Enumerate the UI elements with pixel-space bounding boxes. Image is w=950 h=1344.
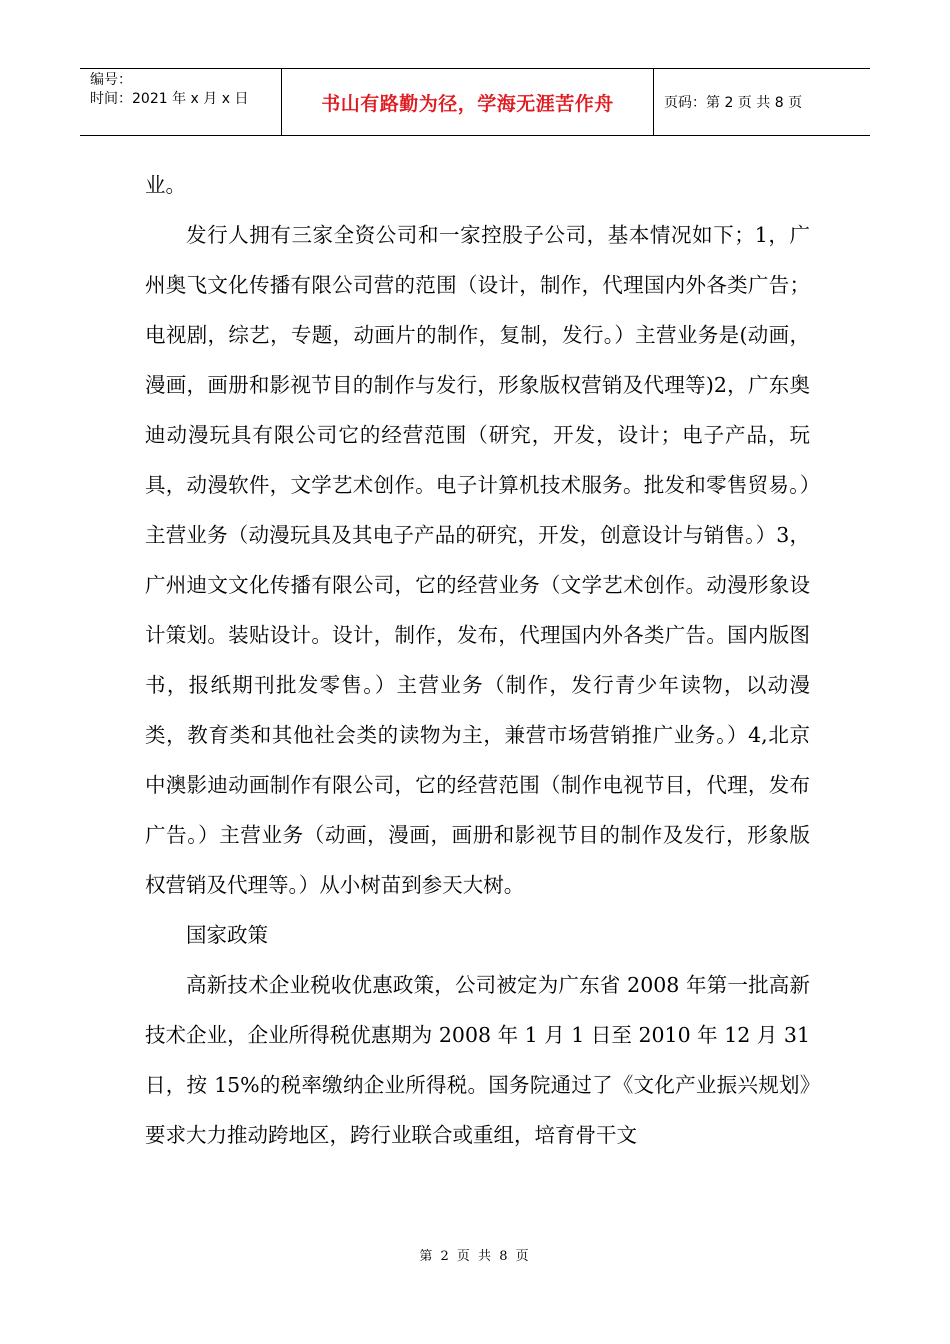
paragraph-tax-policy: 高新技术企业税收优惠政策，公司被定为广东省 2008 年第一批高新技术企业，企业所得税优惠期为 2008 年 1 月 1 日至 2010 年 12 月 31 日，按 15%的税率缴纳企业所得税。国务院通过了《文化产业振兴规划》要求大力推动跨地区，跨行业联合或重组，培育骨干文	[145, 973, 810, 1147]
paragraph-continuation: 业。	[145, 173, 186, 197]
page-footer: 第 2 页 共 8 页	[419, 1249, 531, 1264]
header-meta-cell	[80, 69, 282, 135]
serial-number-label: 编号：	[90, 72, 132, 88]
date-label: 时间：2021 年 x 月 x 日	[90, 91, 249, 107]
header-motto: 书山有路勤为径，学海无涯苦作舟	[282, 69, 654, 135]
page-header	[80, 68, 870, 136]
header-page-number: 页码：第 2 页 共 8 页	[664, 95, 803, 111]
paragraph-subsidiaries: 发行人拥有三家全资公司和一家控股子公司，基本情况如下；1，广州奥飞文化传播有限公司营的范围（设计，制作，代理国内外各类广告；电视剧，综艺，专题，动画片的制作，复制，发行。）主营业务是(动画，漫画，画册和影视节目的制作与发行，形象版权营销及代理等)2，广东奥迪动漫玩具有限公司它的经营范围（研究，开发，设计；电子产品，玩具，动漫软件，文学艺术创作。电子计算机技术服务。批发和零售贸易。）主营业务（动漫玩具及其电子产品的研究，开发，创意设计与销售。）3，广州迪文文化传播有限公司，它的经营业务（文学艺术创作。动漫形象设计策划。装贴设计。设计，制作，发布，代理国内外各类广告。国内版图书，报纸期刊批发零售。）主营业务（制作，发行青少年读物，以动漫类，教育类和其他社会类的读物为主，兼营市场营销推广业务。）4,北京中澳影迪动画制作有限公司，它的经营范围（制作电视节目，代理，发布广告。）主营业务（动画，漫画，画册和影视节目的制作及发行，形象版权营销及代理等。）从小树苗到参天大树。	[145, 223, 810, 897]
document-body	[145, 160, 810, 1160]
section-heading-national-policy: 国家政策	[186, 923, 268, 947]
